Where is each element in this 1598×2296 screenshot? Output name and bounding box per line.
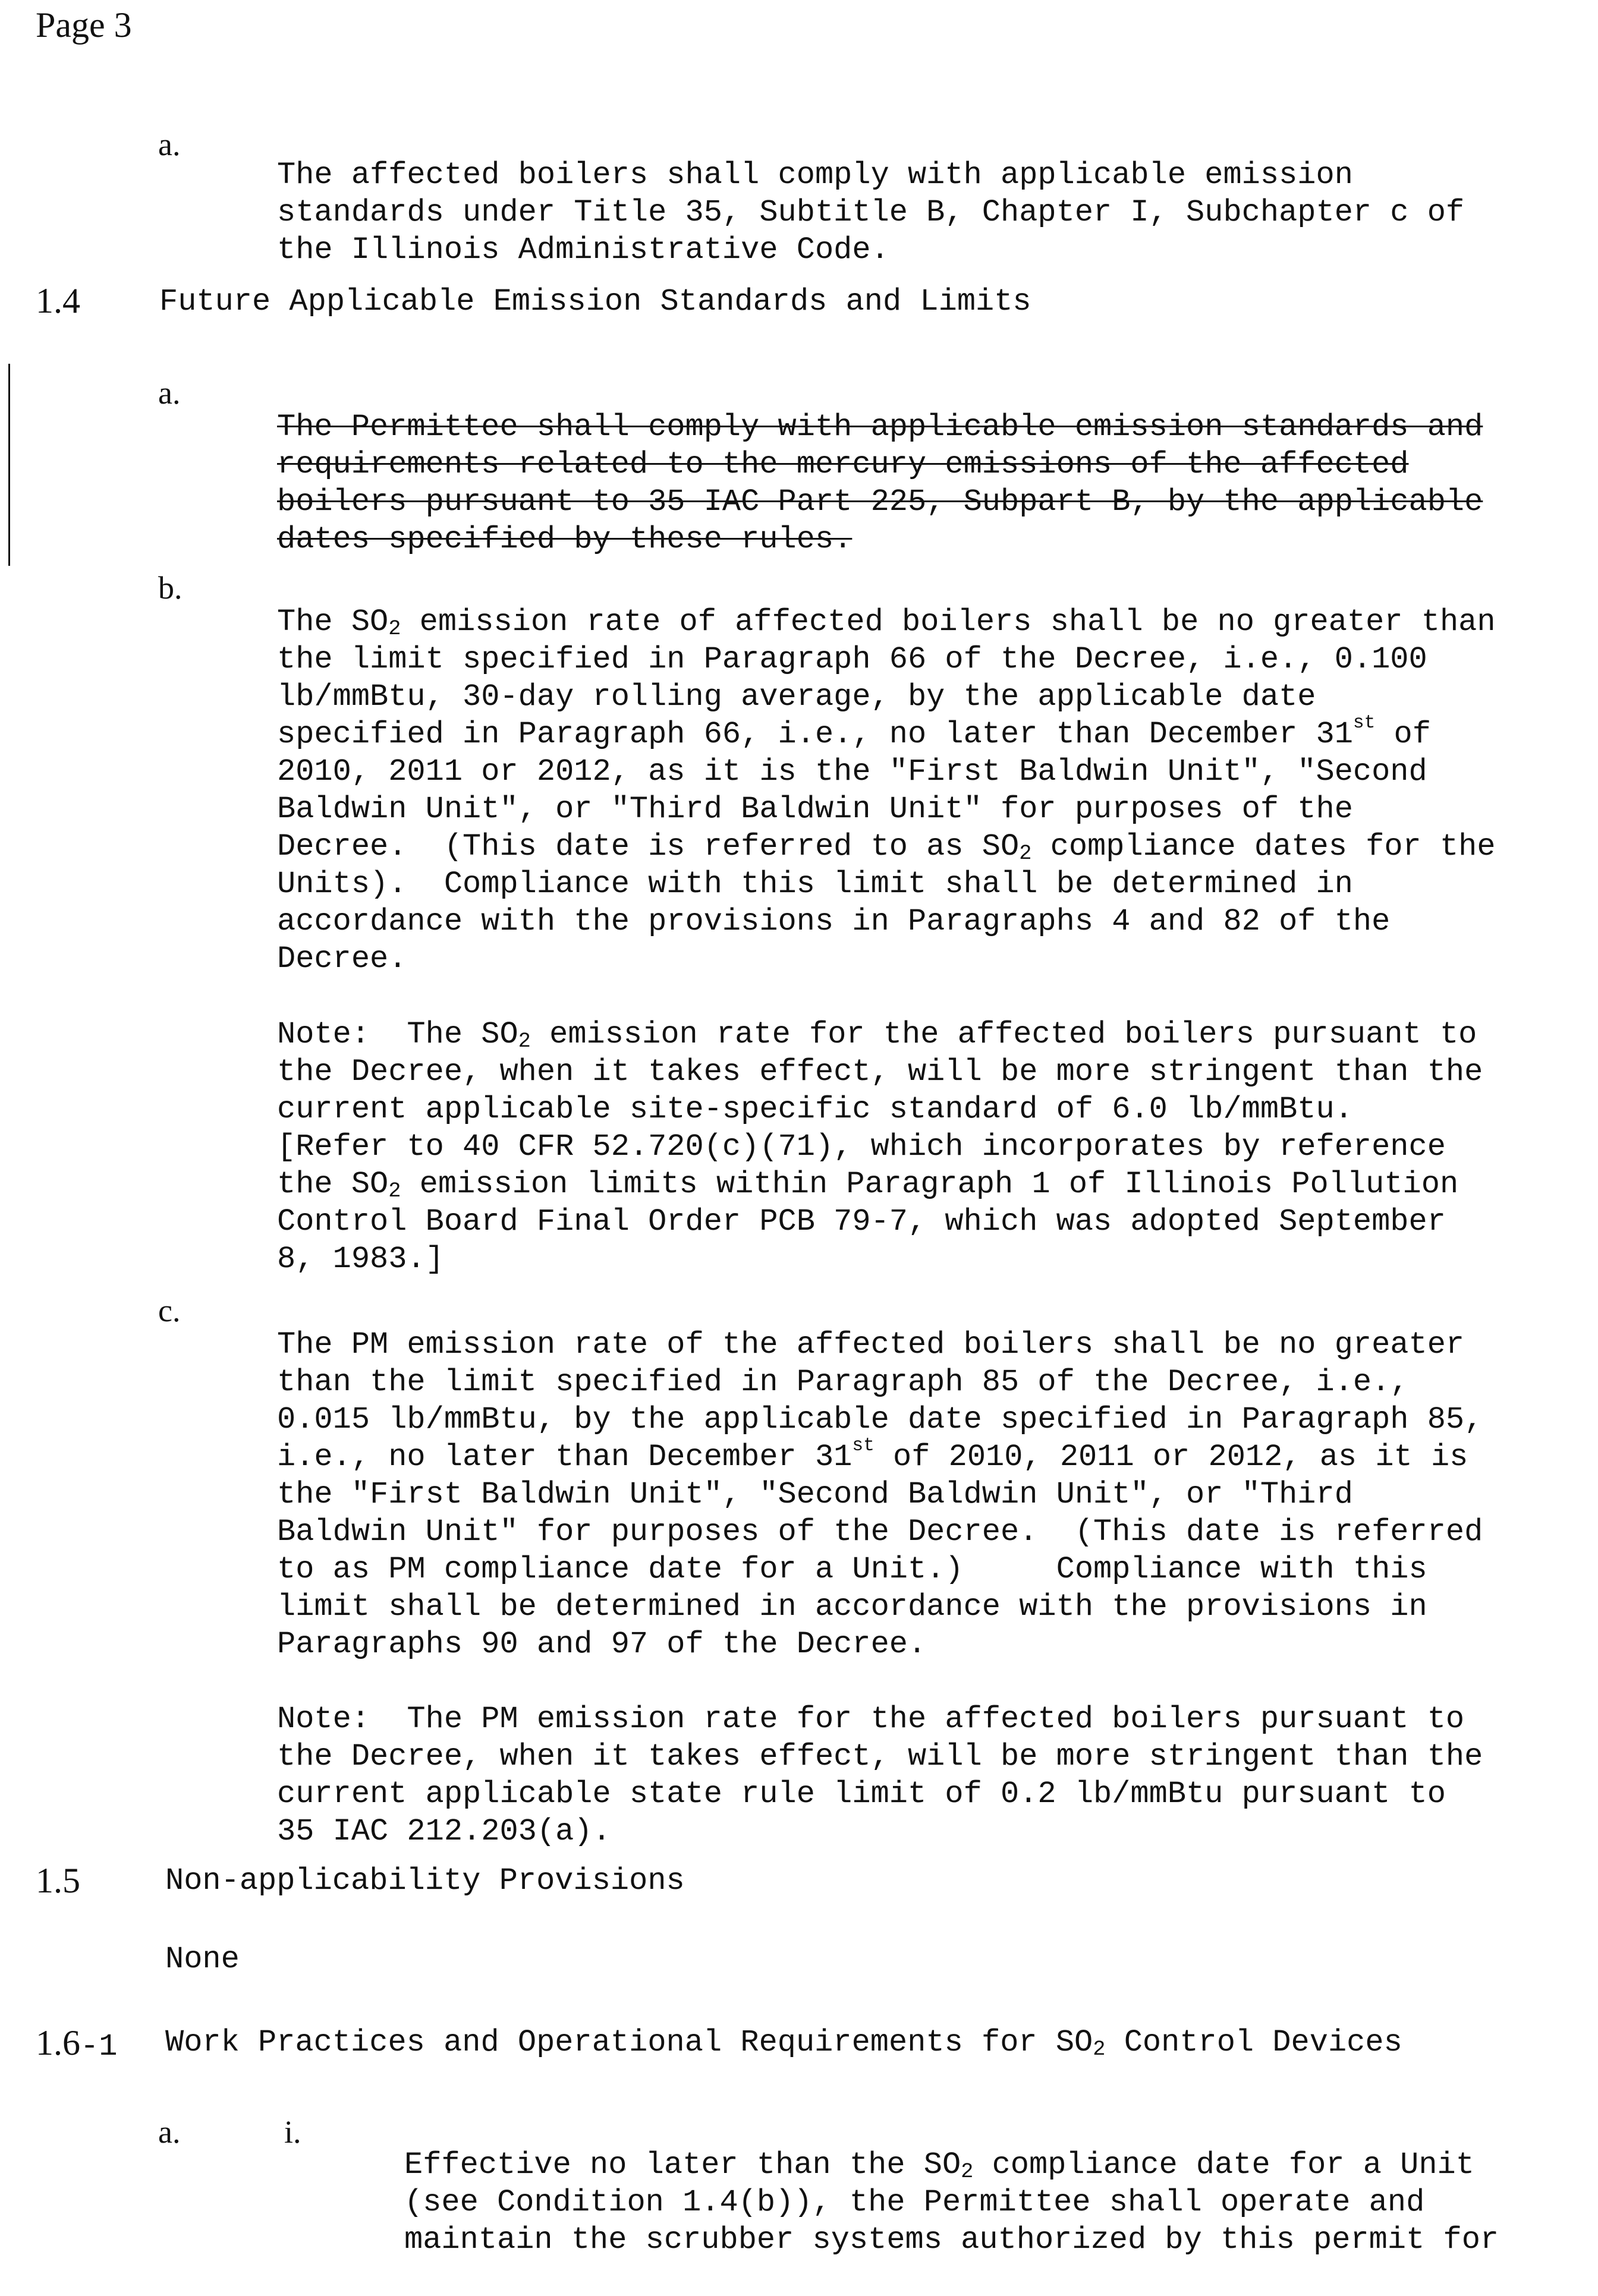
none-text: None	[165, 1942, 240, 1977]
text-line: The Permittee shall comply with applicable emission standards and	[277, 410, 1483, 445]
text-line: current applicable state rule limit of 0.2 lb/mmBtu pursuant to	[277, 1777, 1446, 1812]
section-number-suffix: -1	[80, 2029, 118, 2064]
text-line: lb/mmBtu, 30-day rolling average, by the applicable date	[277, 679, 1316, 714]
item-label-c: c.	[158, 1293, 181, 1328]
section-number-1-5: 1.5	[36, 1861, 80, 1900]
paragraph-1-4-a-struck	[277, 371, 1483, 596]
text-line: specified in Paragraph 66, i.e., no later than December 31st of	[277, 713, 1431, 752]
item-label-b: b.	[158, 570, 183, 606]
text-line: current applicable site-specific standard of 6.0 lb/mmBtu.	[277, 1092, 1353, 1127]
paragraph-1-3-a	[277, 119, 1464, 306]
revision-bar	[8, 364, 10, 566]
text-line: Units). Compliance with this limit shall be determined in	[277, 867, 1353, 902]
paragraph-1-4-c	[277, 1289, 1483, 1700]
text-line: 35 IAC 212.203(a).	[277, 1814, 611, 1849]
text-line: The $SO_2$ emission rate of affected boilers shall be no greater than	[277, 604, 1496, 641]
item-label-a: a.	[158, 375, 181, 411]
text-line: Baldwin Unit" for purposes of the Decree. (This date is referred	[277, 1514, 1483, 1549]
item-sublabel-i: i.	[284, 2114, 301, 2150]
text-line: the Decree, when it takes effect, will be more stringent than the	[277, 1739, 1483, 1774]
text-line: the Decree, when it takes effect, will be more stringent than the	[277, 1054, 1483, 1089]
text-line: the Illinois Administrative Code.	[277, 232, 889, 267]
text-line: requirements related to the mercury emissions of the affected	[277, 447, 1409, 482]
text-line: Paragraphs 90 and 97 of the Decree.	[277, 1627, 927, 1662]
paragraph-1-6-1-a-i	[404, 2109, 1499, 2296]
note-1-4-b	[277, 978, 1483, 1315]
paragraph-1-4-b	[277, 566, 1496, 1015]
section-title-1-5: Non-applicability Provisions	[165, 1863, 685, 1898]
text-line: dates specified by these rules.	[277, 522, 853, 557]
item-label-a: a.	[158, 2114, 181, 2150]
section-number-1-4: 1.4	[36, 281, 80, 320]
text-line: Note: The $SO_2$ emission rate for the affected boilers pursuant to	[277, 1017, 1477, 1054]
text-line: (see Condition 1.4(b)), the Permittee shall operate and	[404, 2185, 1425, 2220]
section-title-1-6-1: Work Practices and Operational Requirements for $SO_2$ Control Devices	[165, 2025, 1402, 2062]
text-line: [Refer to 40 CFR 52.720(c)(71), which incorporates by reference	[277, 1129, 1446, 1164]
text-line: boilers pursuant to 35 IAC Part 225, Subpart B, by the applicable	[277, 484, 1483, 519]
text-line: 2010, 2011 or 2012, as it is the "First Baldwin Unit", "Second	[277, 754, 1427, 789]
text-line: Effective no later than the $SO_2$ compliance date for a Unit	[404, 2147, 1474, 2184]
text-line: i.e., no later than December 31st of 2010, 2011 or 2012, as it is	[277, 1435, 1468, 1475]
text-line: to as PM compliance date for a Unit.) Compliance with this	[277, 1552, 1427, 1587]
text-line: 0.015 lb/mmBtu, by the applicable date specified in Paragraph 85,	[277, 1402, 1483, 1437]
note-1-4-c	[277, 1663, 1483, 1888]
text-line: Baldwin Unit", or "Third Baldwin Unit" for purposes of the	[277, 792, 1353, 827]
text-line: maintain the scrubber systems authorized by this permit for	[404, 2222, 1499, 2257]
section-title-1-4: Future Applicable Emission Standards and Limits	[159, 284, 1031, 319]
text-line: Note: The PM emission rate for the affected boilers pursuant to	[277, 1702, 1465, 1737]
section-number-1-6-1	[36, 2023, 117, 2064]
text-line: Decree. (This date is referred to as $SO_2$ compliance dates for the	[277, 829, 1496, 866]
text-line: Control Board Final Order PCB 79-7, which was adopted September	[277, 1204, 1446, 1239]
section-number-main: 1.6	[36, 2023, 80, 2062]
text-line: The PM emission rate of the affected boilers shall be no greater	[277, 1327, 1465, 1362]
text-line: accordance with the provisions in Paragraphs 4 and 82 of the	[277, 904, 1391, 939]
item-label-a: a.	[158, 127, 181, 162]
text-line: Decree.	[277, 941, 407, 977]
page-label: Page 3	[36, 5, 132, 45]
text-line: than the limit specified in Paragraph 85 of the Decree, i.e.,	[277, 1365, 1409, 1400]
text-line: limit shall be determined in accordance with the provisions in	[277, 1589, 1427, 1624]
text-line: standards under Title 35, Subtitle B, Chapter I, Subchapter c of	[277, 195, 1465, 230]
text-line: 8, 1983.]	[277, 1242, 444, 1277]
text-line: the $SO_2$ emission limits within Paragraph 1 of Illinois Pollution	[277, 1167, 1459, 1204]
text-line: the limit specified in Paragraph 66 of the Decree, i.e., 0.100	[277, 642, 1427, 677]
text-line: The affected boilers shall comply with applicable emission	[277, 158, 1353, 193]
text-line: the "First Baldwin Unit", "Second Baldwin Unit", or "Third	[277, 1477, 1353, 1512]
